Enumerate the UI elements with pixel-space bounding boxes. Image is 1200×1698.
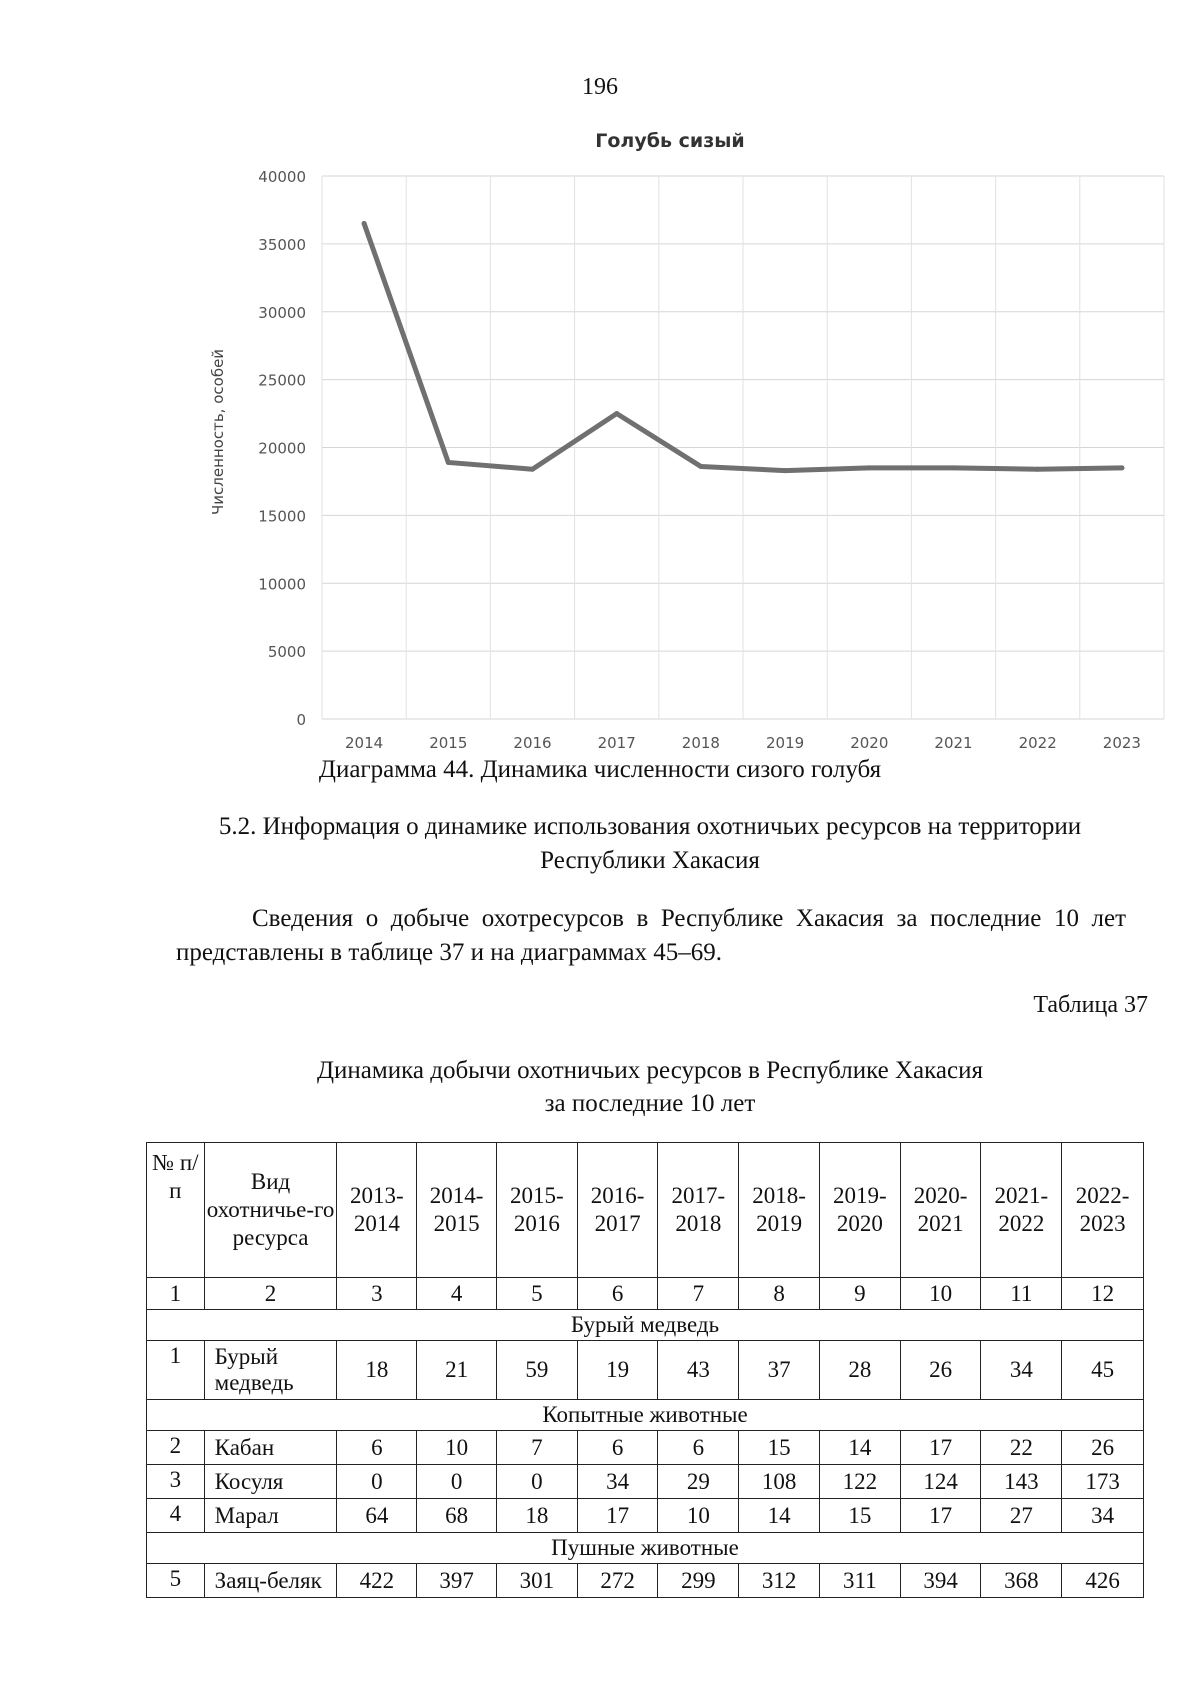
- data-point: [614, 411, 619, 416]
- table-title-line-1: Динамика добычи охотничьих ресурсов в Республике Хакасия: [317, 1057, 983, 1084]
- value-cell: 0: [496, 1465, 577, 1499]
- value-cell: 311: [819, 1564, 900, 1598]
- value-cell: 299: [658, 1564, 739, 1598]
- x-tick-label: 2018: [681, 734, 720, 752]
- header-species: Вид охотничье-го ресурса: [204, 1143, 337, 1278]
- value-cell: 18: [496, 1499, 577, 1533]
- value-cell: 15: [819, 1499, 900, 1533]
- header-year: 2014-2015: [417, 1143, 497, 1278]
- value-cell: 14: [819, 1431, 900, 1465]
- y-tick-label: 0: [296, 711, 306, 729]
- column-number-cell: 8: [739, 1278, 820, 1310]
- x-tick-label: 2016: [513, 734, 552, 752]
- chart-grid: [322, 176, 1164, 719]
- x-tick-label: 2019: [766, 734, 805, 752]
- x-tick-label: 2017: [597, 734, 636, 752]
- table-title-line-2: за последние 10 лет: [544, 1090, 756, 1117]
- table-row: [147, 1499, 1144, 1533]
- value-cell: 64: [337, 1499, 417, 1533]
- value-cell: 22: [981, 1431, 1062, 1465]
- column-number-cell: 3: [337, 1278, 417, 1310]
- value-cell: 7: [496, 1431, 577, 1465]
- value-cell: 34: [981, 1341, 1062, 1400]
- value-cell: 14: [739, 1499, 820, 1533]
- value-cell: 6: [577, 1431, 658, 1465]
- value-cell: 21: [417, 1341, 497, 1400]
- group-title: Копытные животные: [147, 1400, 1144, 1431]
- group-title: Пушные животные: [147, 1533, 1144, 1564]
- value-cell: 312: [739, 1564, 820, 1598]
- table-header-row: [147, 1143, 1144, 1278]
- section-heading: 5.2. Информация о динамике использования охотничьих ресурсов на территории Республики Хакасия: [218, 813, 1082, 874]
- value-cell: 68: [417, 1499, 497, 1533]
- column-number-cell: 12: [1062, 1278, 1144, 1310]
- column-number-cell: 5: [496, 1278, 577, 1310]
- y-tick-label: 25000: [258, 371, 306, 390]
- row-index: 3: [147, 1465, 205, 1499]
- chart-x-tick-labels: [345, 734, 1141, 752]
- y-tick-label: 30000: [258, 303, 306, 322]
- row-index: 2: [147, 1431, 205, 1465]
- value-cell: 272: [577, 1564, 658, 1598]
- value-cell: 27: [981, 1499, 1062, 1533]
- table-row: [147, 1431, 1144, 1465]
- header-year: 2021-2022: [981, 1143, 1062, 1278]
- value-cell: 17: [900, 1431, 981, 1465]
- header-year: 2015-2016: [496, 1143, 577, 1278]
- value-cell: 17: [900, 1499, 981, 1533]
- x-tick-label: 2015: [429, 734, 468, 752]
- value-cell: 28: [819, 1341, 900, 1400]
- species-name: Марал: [204, 1499, 337, 1533]
- column-number-cell: 9: [819, 1278, 900, 1310]
- value-cell: 37: [739, 1341, 820, 1400]
- value-cell: 10: [658, 1499, 739, 1533]
- column-number-cell: 10: [900, 1278, 981, 1310]
- value-cell: 426: [1062, 1564, 1144, 1598]
- value-cell: 173: [1062, 1465, 1144, 1499]
- value-cell: 19: [577, 1341, 658, 1400]
- header-year: 2016-2017: [577, 1143, 658, 1278]
- value-cell: 422: [337, 1564, 417, 1598]
- y-tick-label: 10000: [258, 575, 306, 594]
- hunting-yield-table: [146, 1142, 1144, 1598]
- x-tick-label: 2021: [934, 734, 973, 752]
- y-tick-label: 40000: [258, 168, 306, 186]
- value-cell: 34: [1062, 1499, 1144, 1533]
- chart-y-tick-labels: [258, 168, 306, 729]
- column-number-cell: 4: [417, 1278, 497, 1310]
- header-year: 2018-2019: [739, 1143, 820, 1278]
- table-row: [147, 1564, 1144, 1598]
- data-point: [698, 464, 703, 469]
- header-year: 2013-2014: [337, 1143, 417, 1278]
- page-number: 196: [582, 74, 618, 100]
- data-point: [362, 221, 367, 226]
- value-cell: 301: [496, 1564, 577, 1598]
- table-label: Таблица 37: [1033, 992, 1148, 1018]
- species-name: Бурый медведь: [204, 1341, 337, 1400]
- value-cell: 59: [496, 1341, 577, 1400]
- chart-caption: Диаграмма 44. Динамика численности сизого голубя: [318, 756, 882, 783]
- data-point: [1119, 465, 1124, 470]
- value-cell: 397: [417, 1564, 497, 1598]
- x-tick-label: 2023: [1102, 734, 1141, 752]
- value-cell: 29: [658, 1465, 739, 1499]
- y-tick-label: 15000: [258, 507, 306, 526]
- y-tick-label: 5000: [267, 643, 306, 662]
- species-name: Заяц-беляк: [204, 1564, 337, 1598]
- value-cell: 10: [417, 1431, 497, 1465]
- body-paragraph: Сведения о добыче охотресурсов в Республике Хакасия за последние 10 лет представлены в таблице 37 и на диаграммах 45–69.: [176, 905, 1126, 966]
- header-year: 2017-2018: [658, 1143, 739, 1278]
- value-cell: 26: [1062, 1431, 1144, 1465]
- value-cell: 15: [739, 1431, 820, 1465]
- column-number-cell: 1: [147, 1278, 205, 1310]
- data-point: [951, 465, 956, 470]
- column-number-cell: 11: [981, 1278, 1062, 1310]
- value-cell: 6: [658, 1431, 739, 1465]
- species-name: Косуля: [204, 1465, 337, 1499]
- row-index: 4: [147, 1499, 205, 1533]
- header-num: № п/п: [147, 1143, 205, 1278]
- data-point: [446, 460, 451, 465]
- value-cell: 26: [900, 1341, 981, 1400]
- y-tick-label: 20000: [258, 439, 306, 458]
- value-cell: 43: [658, 1341, 739, 1400]
- value-cell: 108: [739, 1465, 820, 1499]
- value-cell: 143: [981, 1465, 1062, 1499]
- value-cell: 368: [981, 1564, 1062, 1598]
- column-number-cell: 7: [658, 1278, 739, 1310]
- x-tick-label: 2022: [1018, 734, 1057, 752]
- group-title: Бурый медведь: [147, 1310, 1144, 1341]
- group-row: [147, 1400, 1144, 1431]
- group-row: [147, 1533, 1144, 1564]
- chart-y-axis-label: Численность, особей: [209, 348, 227, 516]
- header-year: 2019-2020: [819, 1143, 900, 1278]
- value-cell: 34: [577, 1465, 658, 1499]
- line-chart: [0, 0, 1200, 760]
- value-cell: 0: [337, 1465, 417, 1499]
- row-index: 5: [147, 1564, 205, 1598]
- group-row: [147, 1310, 1144, 1341]
- column-number-row: [147, 1278, 1144, 1310]
- column-number-cell: 6: [577, 1278, 658, 1310]
- value-cell: 124: [900, 1465, 981, 1499]
- value-cell: 394: [900, 1564, 981, 1598]
- table-row: [147, 1341, 1144, 1400]
- data-point: [1035, 467, 1040, 472]
- value-cell: 18: [337, 1341, 417, 1400]
- y-tick-label: 35000: [258, 235, 306, 254]
- data-point: [530, 467, 535, 472]
- data-point: [783, 468, 788, 473]
- table-title: [200, 1054, 1100, 1120]
- x-tick-label: 2020: [850, 734, 889, 752]
- data-point: [867, 465, 872, 470]
- table-row: [147, 1465, 1144, 1499]
- species-name: Кабан: [204, 1431, 337, 1465]
- value-cell: 45: [1062, 1341, 1144, 1400]
- header-year: 2022-2023: [1062, 1143, 1144, 1278]
- value-cell: 0: [417, 1465, 497, 1499]
- table-body: [147, 1278, 1144, 1598]
- value-cell: 17: [577, 1499, 658, 1533]
- row-index: 1: [147, 1341, 205, 1400]
- value-cell: 122: [819, 1465, 900, 1499]
- chart-title: Голубь сизый: [595, 130, 745, 152]
- x-tick-label: 2014: [345, 734, 384, 752]
- column-number-cell: 2: [204, 1278, 337, 1310]
- header-year: 2020-2021: [900, 1143, 981, 1278]
- value-cell: 6: [337, 1431, 417, 1465]
